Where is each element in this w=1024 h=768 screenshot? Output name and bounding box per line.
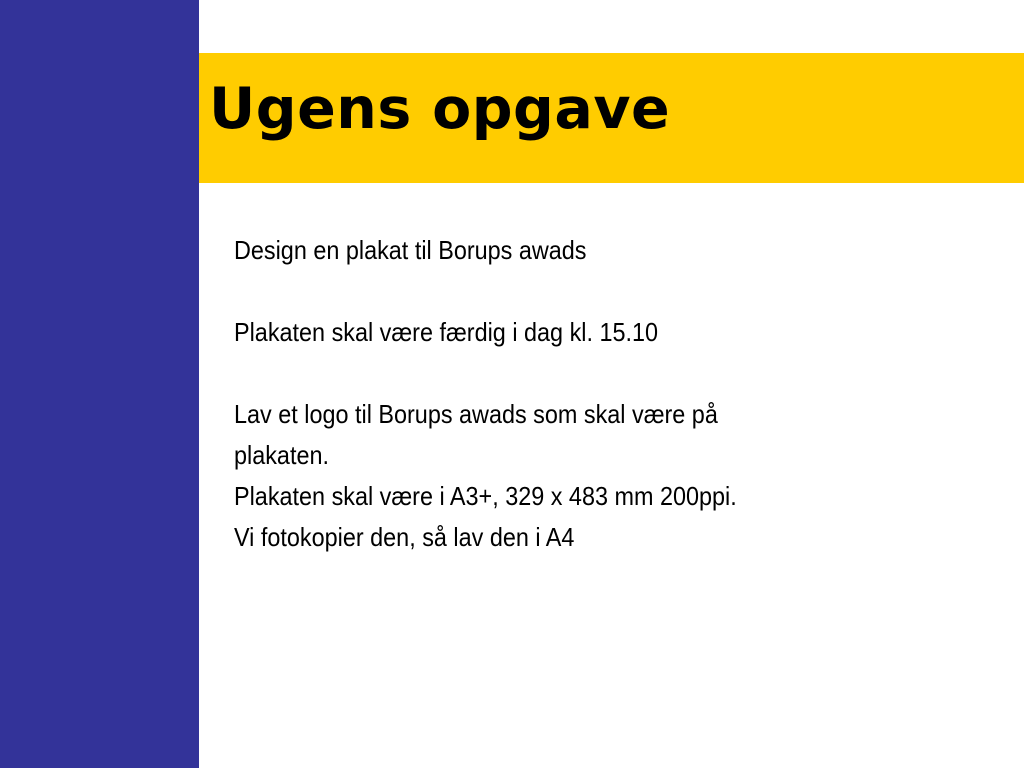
- left-accent-bar: [0, 0, 199, 768]
- slide-title: Ugens opgave: [209, 76, 671, 142]
- body-line-deadline: Plakaten skal være færdig i dag kl. 15.10: [234, 317, 659, 347]
- spacer: [234, 353, 801, 394]
- body-line-design: Design en plakat til Borups awads: [234, 235, 587, 265]
- body-line-logo: Lav et logo til Borups awads som skal være på plakaten.: [234, 399, 718, 470]
- body-line-format: Plakaten skal være i A3+, 329 x 483 mm 200ppi.: [234, 481, 737, 511]
- body-line-photocopy: Vi fotokopier den, så lav den i A4: [234, 522, 575, 552]
- spacer: [234, 271, 801, 312]
- slide-body: [234, 230, 801, 558]
